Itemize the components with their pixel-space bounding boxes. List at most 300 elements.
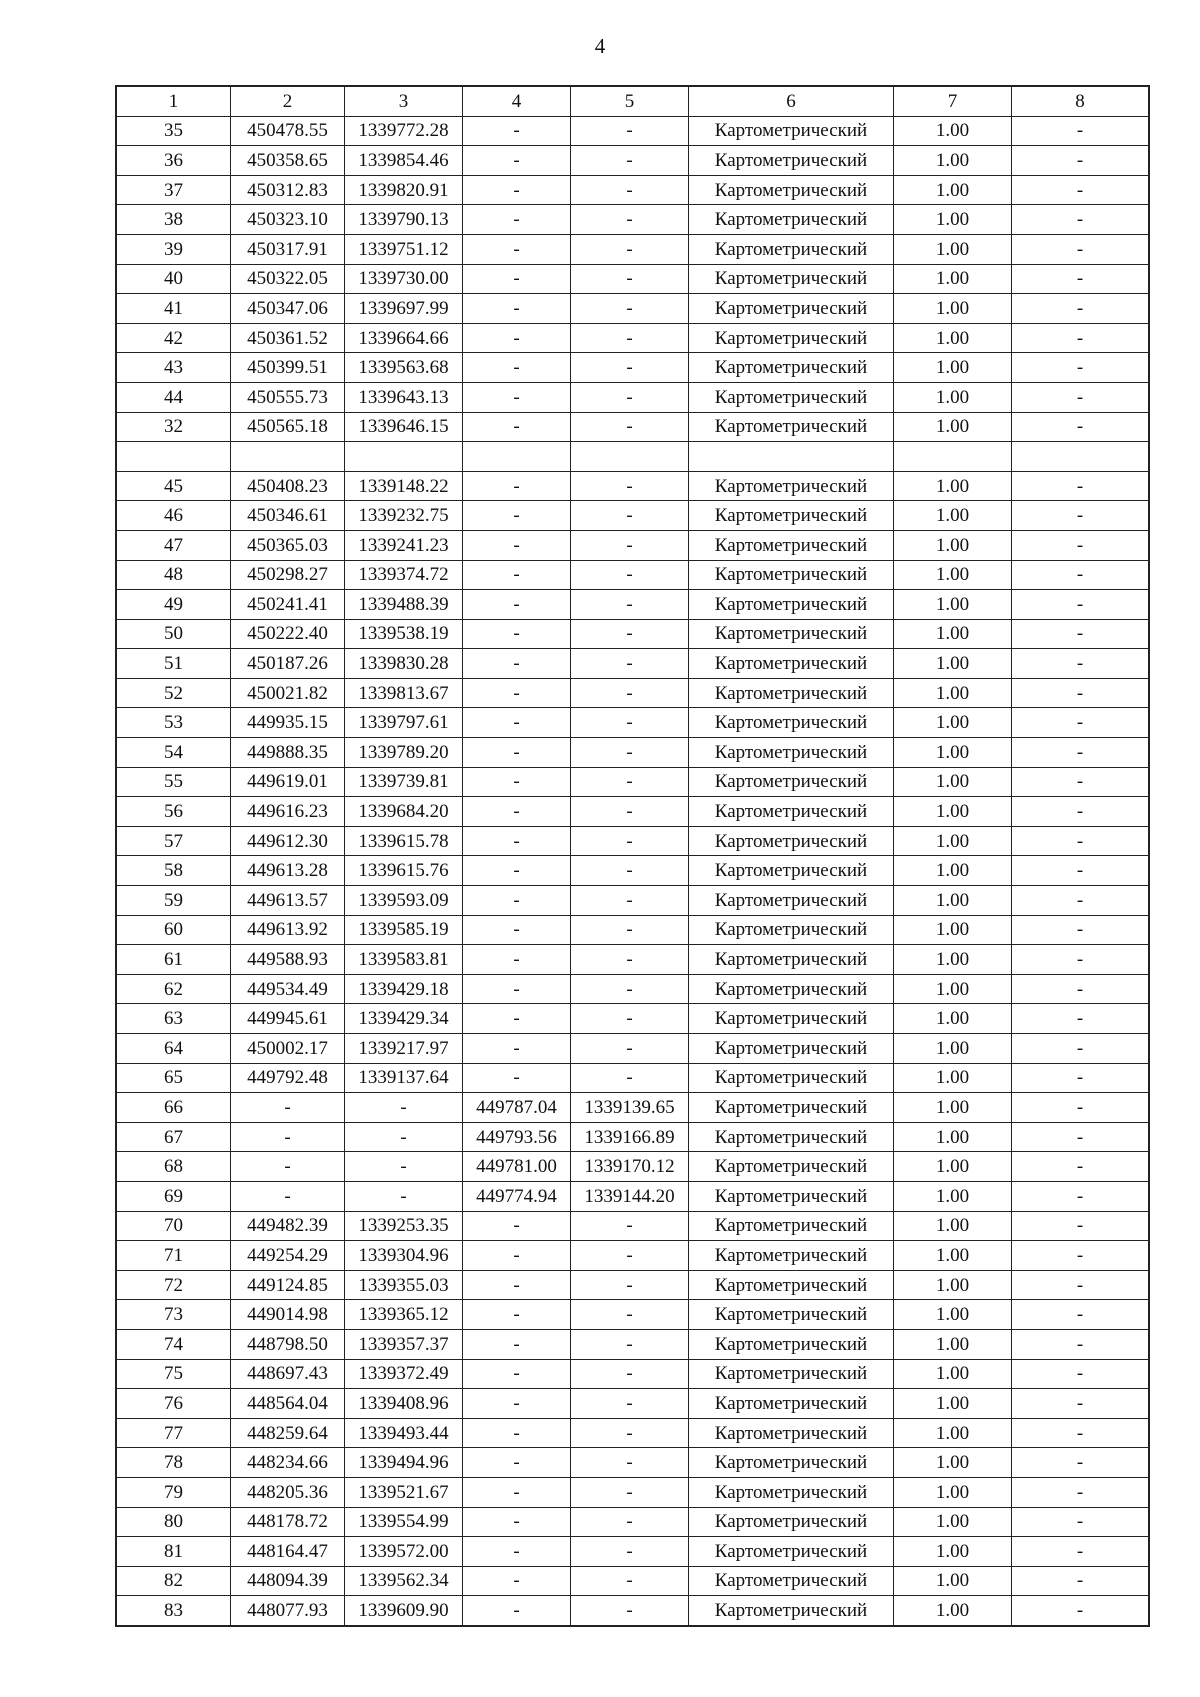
table-cell: - <box>571 1477 689 1507</box>
table-cell: 1339730.00 <box>345 264 463 294</box>
table-cell: - <box>463 1270 571 1300</box>
table-cell: 449613.28 <box>231 856 345 886</box>
table-cell: 65 <box>117 1063 231 1093</box>
table-cell: 1339772.28 <box>345 116 463 146</box>
table-cell: 449616.23 <box>231 797 345 827</box>
table-row <box>117 1477 1149 1507</box>
table-cell: 450241.41 <box>231 590 345 620</box>
table-cell: Картометрический <box>689 590 894 620</box>
table-cell: Картометрический <box>689 146 894 176</box>
table-cell: 46 <box>117 501 231 531</box>
table-cell: - <box>463 886 571 916</box>
table-cell: Картометрический <box>689 412 894 442</box>
table-cell: Картометрический <box>689 560 894 590</box>
table-cell: 449793.56 <box>463 1122 571 1152</box>
table-cell: - <box>1012 175 1149 205</box>
table-cell: 450346.61 <box>231 501 345 531</box>
table-cell: 1.00 <box>894 708 1012 738</box>
table-cell: 72 <box>117 1270 231 1300</box>
table-cell: - <box>1012 856 1149 886</box>
table-cell: Картометрический <box>689 205 894 235</box>
table-cell: Картометрический <box>689 886 894 916</box>
table-cell: - <box>571 1004 689 1034</box>
table-cell: 450323.10 <box>231 205 345 235</box>
table-cell: - <box>1012 915 1149 945</box>
table-cell: - <box>463 678 571 708</box>
table-cell: - <box>571 1389 689 1419</box>
table-cell: 1.00 <box>894 619 1012 649</box>
table-cell: - <box>1012 678 1149 708</box>
table-cell: 449935.15 <box>231 708 345 738</box>
table-cell: 1.00 <box>894 412 1012 442</box>
table-cell: - <box>463 1507 571 1537</box>
table-cell: 35 <box>117 116 231 146</box>
table-row <box>117 826 1149 856</box>
table-cell: 1.00 <box>894 1389 1012 1419</box>
table-cell: 48 <box>117 560 231 590</box>
table-cell: Картометрический <box>689 1507 894 1537</box>
table-cell: 54 <box>117 738 231 768</box>
table-cell: 448798.50 <box>231 1329 345 1359</box>
table-cell: - <box>1012 1063 1149 1093</box>
table-cell: Картометрический <box>689 1300 894 1330</box>
table-cell: 448564.04 <box>231 1389 345 1419</box>
table-cell: 1339488.39 <box>345 590 463 620</box>
table-cell: 40 <box>117 264 231 294</box>
table-cell: - <box>571 1211 689 1241</box>
table-cell: - <box>463 649 571 679</box>
table-cell: - <box>463 1477 571 1507</box>
table-cell: - <box>1012 649 1149 679</box>
table-cell: 1.00 <box>894 649 1012 679</box>
table-cell: - <box>463 826 571 856</box>
table-row <box>117 1359 1149 1389</box>
table-cell: - <box>1012 708 1149 738</box>
table-cell: - <box>1012 501 1149 531</box>
table-cell: 1.00 <box>894 530 1012 560</box>
table-cell: 1339429.18 <box>345 974 463 1004</box>
table-row <box>117 797 1149 827</box>
column-header: 8 <box>1012 87 1149 117</box>
table-cell: Картометрический <box>689 501 894 531</box>
table-cell: Картометрический <box>689 1122 894 1152</box>
table-row <box>117 1537 1149 1567</box>
table-cell: - <box>571 678 689 708</box>
table-cell: 1.00 <box>894 353 1012 383</box>
table-cell: - <box>463 1063 571 1093</box>
table-row <box>117 530 1149 560</box>
table-cell: 449124.85 <box>231 1270 345 1300</box>
table-cell: 1339357.37 <box>345 1329 463 1359</box>
table-cell: 37 <box>117 175 231 205</box>
table-cell: - <box>1012 1507 1149 1537</box>
table-cell: 44 <box>117 382 231 412</box>
table-cell: 1.00 <box>894 1034 1012 1064</box>
table-cell: 1339372.49 <box>345 1359 463 1389</box>
table-cell: 1339217.97 <box>345 1034 463 1064</box>
table-cell: - <box>463 856 571 886</box>
table-cell: 1339697.99 <box>345 294 463 324</box>
table-cell: 1.00 <box>894 1241 1012 1271</box>
table-cell: 449534.49 <box>231 974 345 1004</box>
table-cell: 1.00 <box>894 797 1012 827</box>
table-cell: 36 <box>117 146 231 176</box>
table-cell: 1.00 <box>894 1063 1012 1093</box>
table-cell: 1.00 <box>894 323 1012 353</box>
table-cell: - <box>571 1359 689 1389</box>
table-cell: - <box>571 886 689 916</box>
table-cell: 449792.48 <box>231 1063 345 1093</box>
table-cell: 448164.47 <box>231 1537 345 1567</box>
table-cell: - <box>1012 116 1149 146</box>
table-cell: 1339854.46 <box>345 146 463 176</box>
table-cell: 70 <box>117 1211 231 1241</box>
table-cell: 449945.61 <box>231 1004 345 1034</box>
table-cell: 45 <box>117 471 231 501</box>
table-cell: - <box>1012 353 1149 383</box>
table-row <box>117 412 1149 442</box>
table-cell: - <box>345 1122 463 1152</box>
table-cell: 449613.92 <box>231 915 345 945</box>
table-cell: - <box>571 974 689 1004</box>
table-cell: Картометрический <box>689 1270 894 1300</box>
table-cell: 450002.17 <box>231 1034 345 1064</box>
table-cell: Картометрический <box>689 1566 894 1596</box>
table-cell: - <box>1012 1300 1149 1330</box>
table-cell: - <box>345 1152 463 1182</box>
table-cell <box>894 442 1012 472</box>
table-cell: 448178.72 <box>231 1507 345 1537</box>
table-cell: Картометрический <box>689 382 894 412</box>
table-cell: - <box>571 560 689 590</box>
table-cell: Картометрический <box>689 619 894 649</box>
table-cell: 1.00 <box>894 1211 1012 1241</box>
table-row <box>117 678 1149 708</box>
table-cell: Картометрический <box>689 915 894 945</box>
table-cell <box>1012 442 1149 472</box>
table-cell: - <box>345 1181 463 1211</box>
table-cell: 57 <box>117 826 231 856</box>
table-cell: 1339751.12 <box>345 234 463 264</box>
table-cell: 1339739.81 <box>345 767 463 797</box>
column-header: 3 <box>345 87 463 117</box>
table-cell: 449612.30 <box>231 826 345 856</box>
table-row <box>117 886 1149 916</box>
table-cell: Картометрический <box>689 264 894 294</box>
table-row <box>117 974 1149 1004</box>
table-cell: - <box>463 767 571 797</box>
table-cell: 66 <box>117 1093 231 1123</box>
table-cell: 1339790.13 <box>345 205 463 235</box>
table-cell: 1339830.28 <box>345 649 463 679</box>
table-cell: - <box>1012 1211 1149 1241</box>
table-cell: 58 <box>117 856 231 886</box>
table-cell: Картометрический <box>689 175 894 205</box>
table-cell: 53 <box>117 708 231 738</box>
table-cell: - <box>463 412 571 442</box>
table-cell: - <box>1012 590 1149 620</box>
table-cell: - <box>345 1093 463 1123</box>
table-cell: Картометрический <box>689 1389 894 1419</box>
table-cell: Картометрический <box>689 1004 894 1034</box>
table-cell: - <box>1012 1181 1149 1211</box>
table-cell: 1.00 <box>894 382 1012 412</box>
table-cell: - <box>1012 945 1149 975</box>
table-cell: 1.00 <box>894 501 1012 531</box>
table-cell: - <box>571 738 689 768</box>
table-cell: - <box>463 797 571 827</box>
table-cell: 1.00 <box>894 264 1012 294</box>
table-cell: 77 <box>117 1418 231 1448</box>
table-cell: 1339148.22 <box>345 471 463 501</box>
table-cell: 450222.40 <box>231 619 345 649</box>
table-cell: - <box>571 619 689 649</box>
table-cell: 1339137.64 <box>345 1063 463 1093</box>
table-row <box>117 1418 1149 1448</box>
table-cell: - <box>1012 146 1149 176</box>
table-cell: - <box>1012 1418 1149 1448</box>
table-cell: Картометрический <box>689 945 894 975</box>
table-cell: 1.00 <box>894 1477 1012 1507</box>
table-cell: - <box>463 323 571 353</box>
table-row <box>117 856 1149 886</box>
table-cell: 74 <box>117 1329 231 1359</box>
table-cell: 1.00 <box>894 1596 1012 1626</box>
table-cell: 1339232.75 <box>345 501 463 531</box>
table-cell: - <box>571 294 689 324</box>
table-cell: 1339789.20 <box>345 738 463 768</box>
table-cell: 449787.04 <box>463 1093 571 1123</box>
table-cell: 1339572.00 <box>345 1537 463 1567</box>
table-cell: 1.00 <box>894 678 1012 708</box>
table-cell: Картометрический <box>689 708 894 738</box>
table-cell: 1.00 <box>894 146 1012 176</box>
table-cell: - <box>571 1241 689 1271</box>
table-cell: 78 <box>117 1448 231 1478</box>
table-cell: - <box>463 1596 571 1626</box>
table-cell: 56 <box>117 797 231 827</box>
table-cell: 450312.83 <box>231 175 345 205</box>
table-cell: 448094.39 <box>231 1566 345 1596</box>
table-cell: 1.00 <box>894 1004 1012 1034</box>
table-cell: 1339139.65 <box>571 1093 689 1123</box>
table-header-row <box>117 87 1149 117</box>
table-cell: - <box>1012 560 1149 590</box>
table-cell: 450399.51 <box>231 353 345 383</box>
table-cell: 448259.64 <box>231 1418 345 1448</box>
table-cell: 1.00 <box>894 234 1012 264</box>
table-cell: Картометрический <box>689 1034 894 1064</box>
table-cell: 1.00 <box>894 1537 1012 1567</box>
table-cell: 1.00 <box>894 205 1012 235</box>
table-cell: 1339355.03 <box>345 1270 463 1300</box>
table-row <box>117 1122 1149 1152</box>
table-cell: - <box>1012 974 1149 1004</box>
table-row <box>117 1329 1149 1359</box>
table-row <box>117 767 1149 797</box>
table-cell: 1.00 <box>894 856 1012 886</box>
table-cell: - <box>463 353 571 383</box>
table-cell: 61 <box>117 945 231 975</box>
table-cell: - <box>571 175 689 205</box>
table-cell: - <box>231 1122 345 1152</box>
table-cell: 75 <box>117 1359 231 1389</box>
table-cell: - <box>1012 234 1149 264</box>
table-cell: 1.00 <box>894 1329 1012 1359</box>
table-cell: 450021.82 <box>231 678 345 708</box>
table-cell: Картометрический <box>689 738 894 768</box>
table-cell: - <box>463 915 571 945</box>
table-cell: - <box>1012 1537 1149 1567</box>
table-cell: - <box>1012 471 1149 501</box>
table-cell: 42 <box>117 323 231 353</box>
table-cell: Картометрический <box>689 797 894 827</box>
table-cell: 450365.03 <box>231 530 345 560</box>
table-row <box>117 649 1149 679</box>
table-cell: 1339241.23 <box>345 530 463 560</box>
column-header: 6 <box>689 87 894 117</box>
table-cell: 59 <box>117 886 231 916</box>
table-cell: - <box>463 501 571 531</box>
table-cell: 60 <box>117 915 231 945</box>
table-cell: 1.00 <box>894 1448 1012 1478</box>
table-row <box>117 294 1149 324</box>
table-row <box>117 353 1149 383</box>
table-cell: - <box>463 738 571 768</box>
table-cell: 71 <box>117 1241 231 1271</box>
table-cell: 450358.65 <box>231 146 345 176</box>
table-cell: 1.00 <box>894 945 1012 975</box>
table-cell: - <box>1012 323 1149 353</box>
table-cell: - <box>1012 1093 1149 1123</box>
table-cell: 1.00 <box>894 560 1012 590</box>
table-cell: 80 <box>117 1507 231 1537</box>
table-cell: - <box>571 1034 689 1064</box>
table-cell: - <box>571 353 689 383</box>
table-cell: 1339797.61 <box>345 708 463 738</box>
table-row <box>117 1004 1149 1034</box>
table-cell: - <box>571 945 689 975</box>
table-cell: - <box>1012 1329 1149 1359</box>
table-cell: 1339684.20 <box>345 797 463 827</box>
table-cell <box>345 442 463 472</box>
table-cell: Картометрический <box>689 1241 894 1271</box>
table-cell: 64 <box>117 1034 231 1064</box>
table-cell: - <box>571 264 689 294</box>
table-cell: 1339429.34 <box>345 1004 463 1034</box>
table-cell: 448697.43 <box>231 1359 345 1389</box>
table-row <box>117 234 1149 264</box>
table-cell: 1.00 <box>894 738 1012 768</box>
table-cell: - <box>1012 412 1149 442</box>
table-cell: - <box>1012 767 1149 797</box>
table-cell: Картометрический <box>689 530 894 560</box>
table-cell: 449588.93 <box>231 945 345 975</box>
table-row <box>117 382 1149 412</box>
table-cell: - <box>463 205 571 235</box>
table-cell: Картометрический <box>689 826 894 856</box>
table-cell: - <box>463 1448 571 1478</box>
table-cell: 449254.29 <box>231 1241 345 1271</box>
table-cell: 1339562.34 <box>345 1566 463 1596</box>
table-cell: - <box>1012 1448 1149 1478</box>
table-row <box>117 1448 1149 1478</box>
table-cell: Картометрический <box>689 234 894 264</box>
table-row <box>117 471 1149 501</box>
table-cell: 1.00 <box>894 116 1012 146</box>
table-body <box>117 116 1149 1625</box>
table-cell: - <box>571 146 689 176</box>
table-cell: - <box>463 1004 571 1034</box>
table-cell <box>689 442 894 472</box>
table-cell: Картометрический <box>689 1448 894 1478</box>
table-cell: 69 <box>117 1181 231 1211</box>
table-cell: 1.00 <box>894 1122 1012 1152</box>
table-cell: Картометрический <box>689 1418 894 1448</box>
table-cell <box>463 442 571 472</box>
table-cell: - <box>571 382 689 412</box>
table-cell: 83 <box>117 1596 231 1626</box>
table-cell: 1339494.96 <box>345 1448 463 1478</box>
table-cell: 448205.36 <box>231 1477 345 1507</box>
table-cell: - <box>571 1507 689 1537</box>
table-cell: 1339365.12 <box>345 1300 463 1330</box>
table-cell: - <box>1012 797 1149 827</box>
table-cell: - <box>463 1300 571 1330</box>
table-cell: Картометрический <box>689 1152 894 1182</box>
table-cell: - <box>231 1093 345 1123</box>
table-cell: 32 <box>117 412 231 442</box>
table-cell: - <box>463 175 571 205</box>
table-cell: 448077.93 <box>231 1596 345 1626</box>
table-cell: 1.00 <box>894 1270 1012 1300</box>
table-cell: 1339563.68 <box>345 353 463 383</box>
table-cell: Картометрический <box>689 974 894 1004</box>
table-cell: Картометрический <box>689 678 894 708</box>
table-cell: - <box>571 1537 689 1567</box>
table-cell: Картометрический <box>689 471 894 501</box>
column-header: 5 <box>571 87 689 117</box>
column-header: 2 <box>231 87 345 117</box>
table-row <box>117 264 1149 294</box>
table-cell: 448234.66 <box>231 1448 345 1478</box>
table-cell: - <box>463 382 571 412</box>
table-row <box>117 1181 1149 1211</box>
table-cell: - <box>463 234 571 264</box>
table-cell: Картометрический <box>689 767 894 797</box>
table-cell: - <box>1012 1270 1149 1300</box>
table-cell: - <box>463 945 571 975</box>
table-cell: 450347.06 <box>231 294 345 324</box>
table-row <box>117 1063 1149 1093</box>
table-cell: - <box>463 1359 571 1389</box>
table-row <box>117 501 1149 531</box>
table-cell: - <box>571 1329 689 1359</box>
table-cell: - <box>571 412 689 442</box>
table-cell: 1.00 <box>894 1300 1012 1330</box>
table-cell: Картометрический <box>689 1181 894 1211</box>
table-cell: - <box>463 1211 571 1241</box>
table-cell: 449613.57 <box>231 886 345 916</box>
table-cell: - <box>463 974 571 1004</box>
table-row <box>117 1596 1149 1626</box>
table-cell: - <box>571 530 689 560</box>
table-cell: 1339408.96 <box>345 1389 463 1419</box>
table-cell: - <box>231 1152 345 1182</box>
table-cell: Картометрический <box>689 1093 894 1123</box>
table-cell: 1.00 <box>894 915 1012 945</box>
table-cell: 1339583.81 <box>345 945 463 975</box>
